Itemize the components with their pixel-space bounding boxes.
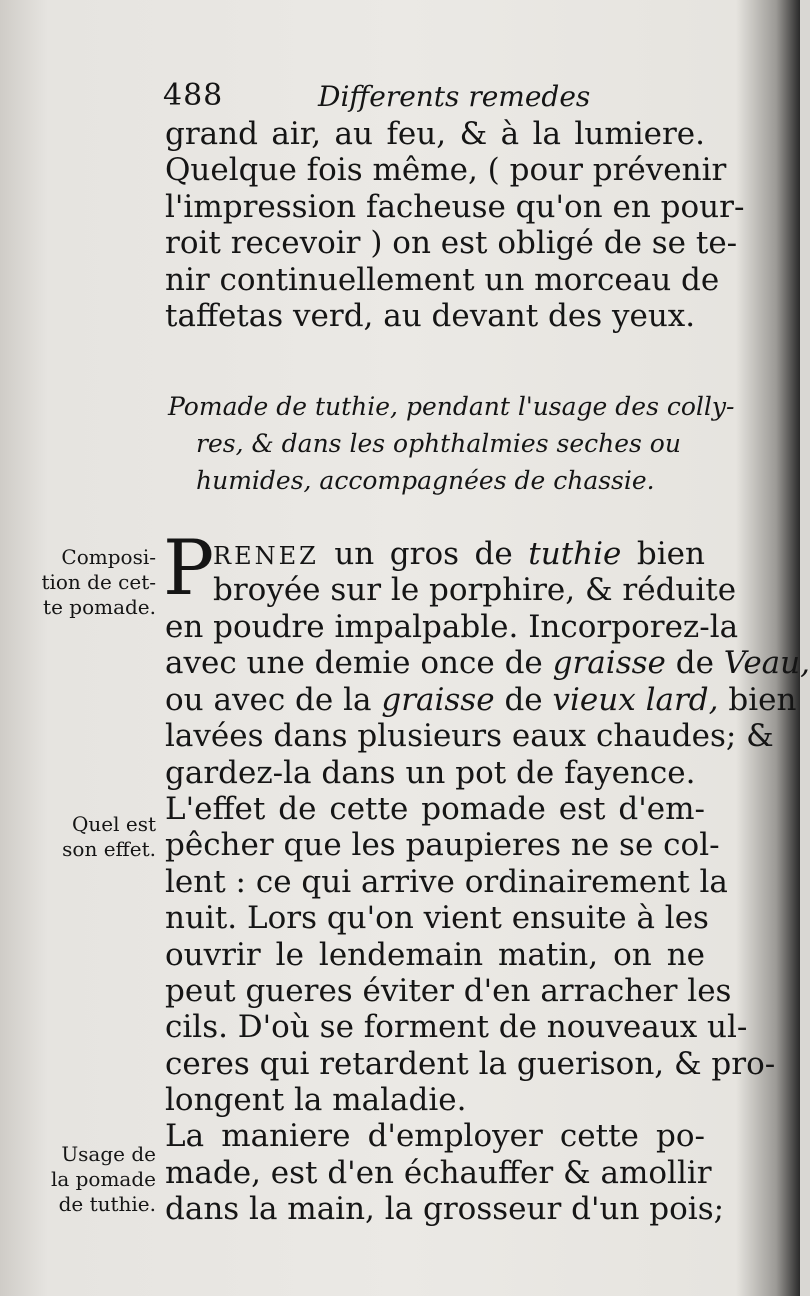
text-line: ceres qui retardent la guerison, & pro- xyxy=(165,1045,776,1082)
text-line: lent : ce qui arrive ordinairement la xyxy=(165,863,728,900)
text-line: cils. D'où se forment de nouveaux ul- xyxy=(165,1009,748,1046)
italic-term: graisse xyxy=(552,645,666,682)
text-line: Quelque fois même, ( pour prévenir xyxy=(165,152,727,189)
text-fragment: ou avec de la xyxy=(165,681,372,718)
first-word-caps: RENEZ xyxy=(213,542,319,570)
italic-term: vieux lard, xyxy=(552,681,719,718)
italic-term: tuthie xyxy=(528,536,622,572)
text-line: made, est d'en échauffer & amollir xyxy=(165,1154,712,1191)
text-fragment: bien xyxy=(728,681,797,718)
margin-note-line: tion de cet- xyxy=(41,570,156,594)
main-paragraph-opening xyxy=(213,536,737,609)
text-line: en poudre impalpable. Incorporez-la xyxy=(165,609,739,645)
recipe-heading xyxy=(168,388,735,499)
text-fragment: de xyxy=(675,645,714,682)
page-header xyxy=(163,78,703,118)
heading-line: res, & dans les ophthalmies seches ou xyxy=(196,429,681,458)
margin-note-line: la pomade xyxy=(50,1167,156,1191)
running-title: Differents remedes xyxy=(318,80,591,113)
text-line: gardez-la dans un pot de fayence. xyxy=(165,754,696,791)
top-paragraph xyxy=(165,116,745,334)
text-line: broyée sur le porphire, & réduite xyxy=(213,572,737,609)
drop-capital: P xyxy=(163,523,215,612)
margin-note-line: Quel est xyxy=(71,812,156,836)
margin-note-line: son effet. xyxy=(62,837,156,861)
text-line xyxy=(213,536,705,572)
margin-note-line: Usage de xyxy=(61,1142,156,1166)
text-line xyxy=(165,645,810,682)
text-line xyxy=(165,681,797,718)
text-line: peut gueres éviter d'en arracher les xyxy=(165,972,732,1009)
italic-term: Veau, xyxy=(723,645,810,682)
text-line: dans la main, la grosseur d'un pois; xyxy=(165,1191,725,1228)
margin-note-effect xyxy=(28,812,156,862)
margin-note-line: Composi- xyxy=(61,545,156,569)
text-line: pêcher que les paupieres ne se col- xyxy=(165,827,720,864)
main-paragraph-body xyxy=(165,609,810,1228)
heading-line: Pomade de tuthie, pendant l'usage des colly- xyxy=(168,392,735,421)
text-line: nir continuellement un morceau de xyxy=(165,261,720,298)
text-line: taffetas verd, au devant des yeux. xyxy=(165,297,696,334)
text-line: L'effet de cette pomade est d'em- xyxy=(165,790,705,827)
text-fragment: bien xyxy=(636,536,705,572)
text-fragment: de xyxy=(504,681,543,718)
text-fragment: avec une demie once de xyxy=(165,645,543,682)
text-line: longent la maladie. xyxy=(165,1082,467,1119)
text-line: grand air, au feu, & à la lumiere. xyxy=(165,116,705,152)
text-fragment: un gros de xyxy=(334,536,513,572)
margin-note-usage xyxy=(28,1142,156,1217)
text-line: lavées dans plusieurs eaux chaudes; & xyxy=(165,718,774,755)
page-number: 488 xyxy=(163,78,224,113)
text-line: roit recevoir ) on est obligé de se te- xyxy=(165,225,738,262)
heading-line: humides, accompagnées de chassie. xyxy=(196,466,655,495)
italic-term: graisse xyxy=(381,681,495,718)
margin-note-line: te pomade. xyxy=(43,595,156,619)
margin-note-composition xyxy=(28,545,156,620)
text-line: La maniere d'employer cette po- xyxy=(165,1118,705,1155)
margin-note-line: de tuthie. xyxy=(58,1192,156,1216)
text-line: l'impression facheuse qu'on en pour- xyxy=(165,188,745,225)
text-line: nuit. Lors qu'on vient ensuite à les xyxy=(165,900,709,937)
text-line: ouvrir le lendemain matin, on ne xyxy=(165,936,705,973)
